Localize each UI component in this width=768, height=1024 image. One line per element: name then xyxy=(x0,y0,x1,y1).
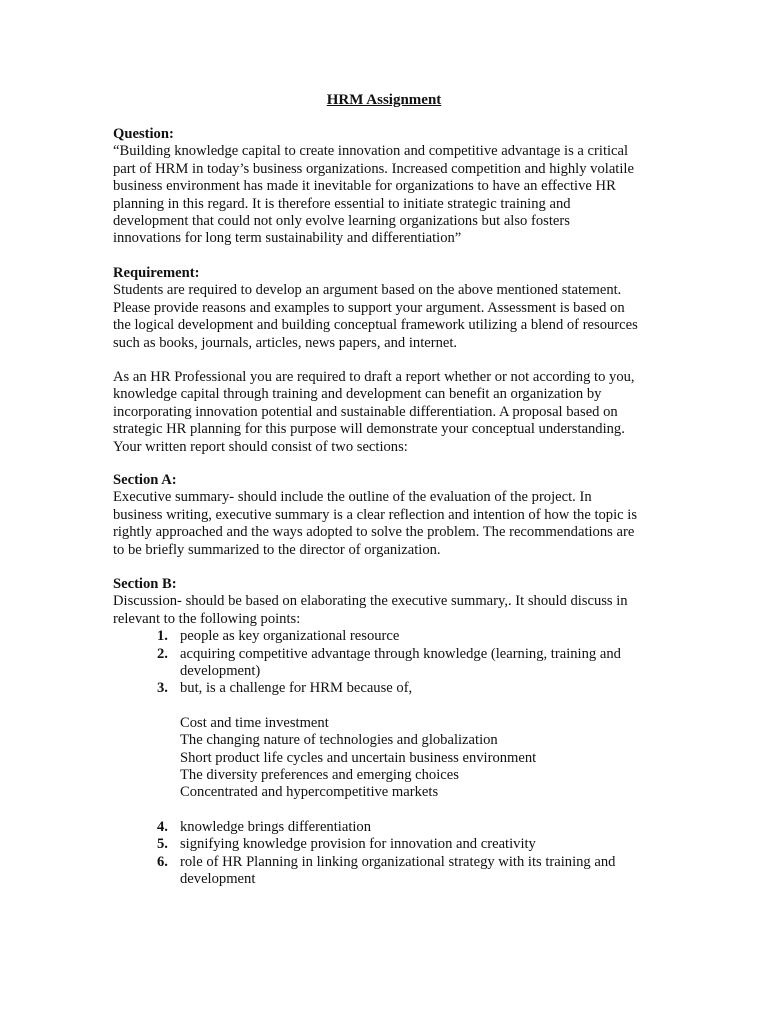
list-number: 1. xyxy=(157,628,168,645)
question-line: part of HRM in today’s business organizations. Increased competition and highly volatile xyxy=(113,160,634,177)
list-item xyxy=(113,819,673,836)
list-item-text: development xyxy=(180,871,256,888)
list-number: 4. xyxy=(157,818,168,835)
requirement-line: incorporating innovation potential and sustainable differentiation. A proposal based on xyxy=(113,403,618,420)
list-item-text: signifying knowledge provision for innovation and creativity xyxy=(180,836,536,853)
question-line: innovations for long term sustainability and differentiation” xyxy=(113,230,462,247)
list-item-text: knowledge brings differentiation xyxy=(180,818,372,835)
list-number: 2. xyxy=(157,645,168,662)
section-a-line: to be briefly summarized to the director of organization. xyxy=(113,541,441,558)
challenge-item: The diversity preferences and emerging choices xyxy=(180,767,459,784)
list-item xyxy=(113,646,673,681)
requirement-line: strategic HR planning for this purpose will demonstrate your conceptual understanding. xyxy=(113,421,625,438)
discussion-points-list-continued xyxy=(113,819,673,889)
list-number: 5. xyxy=(157,836,168,853)
requirement-line: the logical development and building conceptual framework utilizing a blend of resources xyxy=(113,317,638,334)
requirement-line: Students are required to develop an argument based on the above mentioned statement. xyxy=(113,282,622,299)
section-b-intro-line: Discussion- should be based on elaborating the executive summary,. It should discuss in xyxy=(113,593,628,610)
challenges-list xyxy=(113,715,673,802)
question-text xyxy=(113,143,673,247)
list-item-text: role of HR Planning in linking organizational strategy with its training and xyxy=(180,853,616,870)
requirement-line: Please provide reasons and examples to support your argument. Assessment is based on xyxy=(113,299,625,316)
requirement-line: As an HR Professional you are required to draft a report whether or not according to you, xyxy=(113,369,635,386)
list-item xyxy=(113,854,673,889)
requirement-paragraph-2 xyxy=(113,369,673,456)
section-a-line: rightly approached and the ways adopted to solve the problem. The recommendations are xyxy=(113,524,635,541)
challenge-item: Cost and time investment xyxy=(180,714,329,731)
challenge-item: Concentrated and hypercompetitive markets xyxy=(180,784,439,801)
question-line: business environment has made it inevitable for organizations to have an effective HR xyxy=(113,178,616,195)
list-item-text: but, is a challenge for HRM because of, xyxy=(180,680,413,697)
section-a-text xyxy=(113,489,673,559)
list-item xyxy=(113,680,673,697)
list-number: 3. xyxy=(157,680,168,697)
section-a xyxy=(113,472,673,559)
section-a-line: Executive summary- should include the outline of the evaluation of the project. In xyxy=(113,489,592,506)
question-line: “Building knowledge capital to create innovation and competitive advantage is a critical xyxy=(113,143,629,160)
challenge-item: The changing nature of technologies and globalization xyxy=(180,732,498,749)
question-heading: Question: xyxy=(113,126,174,142)
section-a-heading: Section A: xyxy=(113,472,177,488)
requirement-line: Your written report should consist of two sections: xyxy=(113,438,408,455)
section-b xyxy=(113,576,673,889)
list-item xyxy=(113,628,673,645)
list-number: 6. xyxy=(157,853,168,870)
list-item-text: people as key organizational resource xyxy=(180,628,400,645)
question-section xyxy=(113,126,673,248)
section-b-heading: Section B: xyxy=(113,576,177,592)
challenge-item: Short product life cycles and uncertain business environment xyxy=(180,749,537,766)
document-title: HRM Assignment xyxy=(326,92,442,108)
requirement-line: such as books, journals, articles, news papers, and internet. xyxy=(113,334,458,351)
section-a-line: business writing, executive summary is a clear reflection and intention of how the topic is xyxy=(113,506,638,523)
discussion-points-list xyxy=(113,628,673,698)
section-b-intro xyxy=(113,593,673,628)
question-line: development that could not only evolve learning organizations but also fosters xyxy=(113,213,570,230)
section-b-intro-line: relevant to the following points: xyxy=(113,610,301,627)
requirement-section xyxy=(113,265,673,456)
list-item xyxy=(113,836,673,853)
list-item-text: development) xyxy=(180,663,261,680)
requirement-heading: Requirement: xyxy=(113,265,200,281)
list-item-text: acquiring competitive advantage through knowledge (learning, training and xyxy=(180,645,621,662)
question-line: planning in this regard. It is therefore essential to initiate strategic training and xyxy=(113,195,571,212)
requirement-line: knowledge capital through training and development can benefit an organization by xyxy=(113,386,602,403)
requirement-paragraph-1 xyxy=(113,282,673,352)
